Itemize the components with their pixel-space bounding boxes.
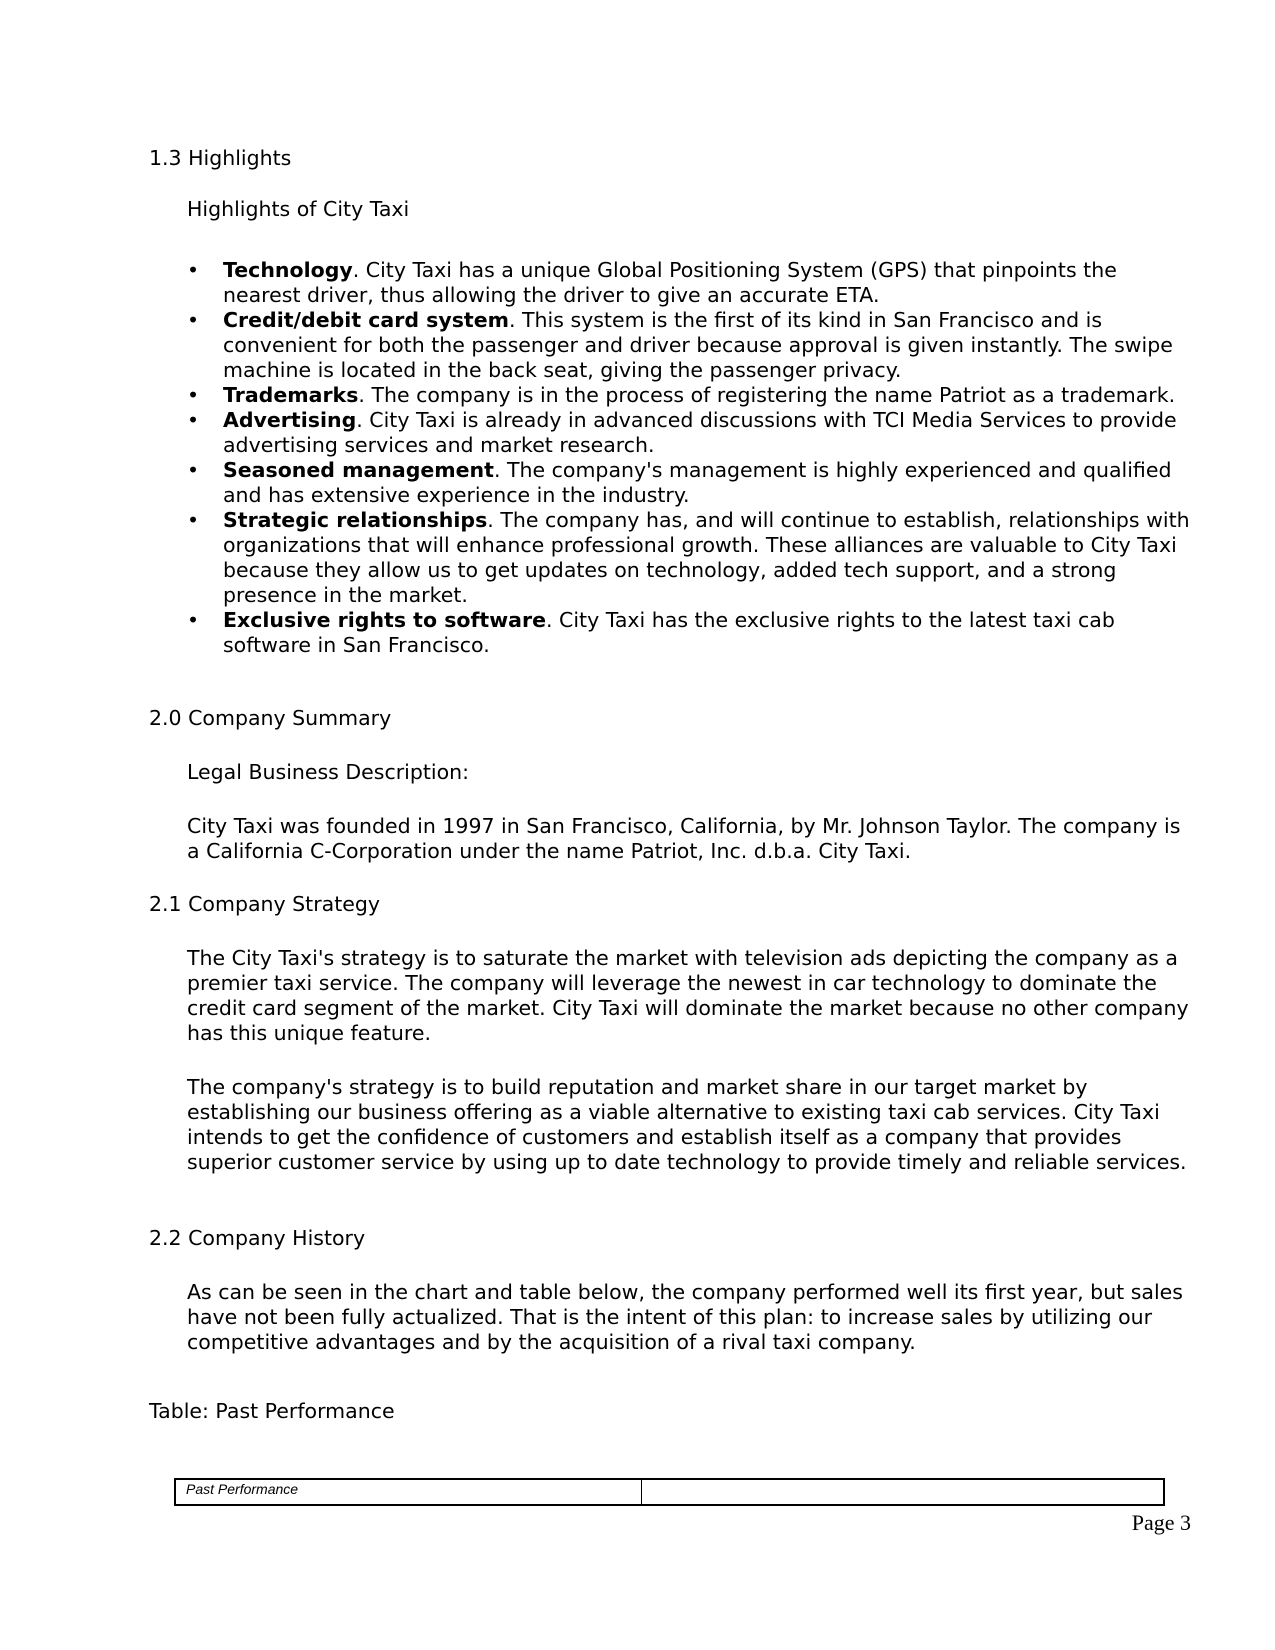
history-paragraph: As can be seen in the chart and table below, the company performed well its first year, but sales have not been fully actualized. That is the intent of this plan: to increase sales by utilizing our competitive advantages and by the acquisition of a rival taxi company. — [187, 1280, 1183, 1354]
table-header-cell-empty — [641, 1479, 1164, 1505]
table-caption: Table: Past Performance — [149, 1399, 395, 1423]
bullet-term: Technology — [223, 258, 353, 282]
strategy-paragraph: The company's strategy is to build reputation and market share in our target market by establishing our business offering as a viable alternative to existing taxi cab services. City Taxi intends to get the confidence of customers and establish itself as a company that provides superior customer service by using up to date technology to provide timely and reliable services. — [187, 1075, 1187, 1174]
list-item — [187, 383, 1197, 408]
bullet-text: . City Taxi has a unique Global Positioning System (GPS) that pinpoints the nearest driver, thus allowing the driver to give an accurate ETA. — [223, 258, 1117, 307]
table-header-cell: Past Performance — [175, 1479, 641, 1505]
bullet-text: . City Taxi has the exclusive rights to the latest taxi cab software in San Francisco. — [223, 608, 1115, 657]
table-row — [175, 1479, 1164, 1505]
bullet-text: . The company has, and will continue to establish, relationships with organizations that will enhance professional growth. These alliances are valuable to City Taxi because they allow us to get updates on technology, added tech support, and a strong presence in the market. — [223, 508, 1190, 607]
bullet-icon: • — [187, 383, 200, 407]
section-heading-company-history: 2.2 Company History — [149, 1226, 366, 1250]
list-item — [187, 458, 1197, 508]
strategy-paragraph: The City Taxi's strategy is to saturate the market with television ads depicting the company as a premier taxi service. The company will leverage the newest in car technology to dominate the credit card segment of the market. City Taxi will dominate the market because no other company has this unique feature. — [187, 946, 1189, 1045]
highlights-list — [187, 258, 1197, 658]
list-item — [187, 608, 1197, 658]
bullet-term: Exclusive rights to software — [223, 608, 546, 632]
bullet-term: Seasoned management — [223, 458, 494, 482]
bullet-text: . City Taxi is already in advanced discussions with TCI Media Services to provide advertising services and market research. — [223, 408, 1177, 457]
bullet-term: Strategic relationships — [223, 508, 488, 532]
bullet-term: Advertising — [223, 408, 357, 432]
section-heading-highlights: 1.3 Highlights — [149, 146, 292, 170]
bullet-icon: • — [187, 458, 200, 482]
section-heading-company-strategy: 2.1 Company Strategy — [149, 892, 380, 916]
list-item — [187, 508, 1197, 608]
bullet-icon: • — [187, 408, 200, 432]
bullet-icon: • — [187, 508, 200, 532]
legal-description-text: City Taxi was founded in 1997 in San Francisco, California, by Mr. Johnson Taylor. The company is a California C-Corporation under the name Patriot, Inc. d.b.a. City Taxi. — [187, 814, 1181, 863]
bullet-text: . This system is the first of its kind in San Francisco and is convenient for both the passenger and driver because approval is given instantly. The swipe machine is located in the back seat, giving the passenger privacy. — [223, 308, 1173, 382]
legal-description-label: Legal Business Description: — [187, 760, 470, 784]
bullet-icon: • — [187, 258, 200, 282]
list-item — [187, 408, 1197, 458]
bullet-icon: • — [187, 608, 200, 632]
past-performance-table — [174, 1478, 1165, 1506]
bullet-term: Trademarks — [223, 383, 359, 407]
bullet-text: . The company is in the process of registering the name Patriot as a trademark. — [358, 383, 1176, 407]
bullet-term: Credit/debit card system — [223, 308, 509, 332]
bullet-text: . The company's management is highly experienced and qualified and has extensive experience in the industry. — [223, 458, 1172, 507]
list-item — [187, 258, 1197, 308]
highlights-intro: Highlights of City Taxi — [187, 197, 410, 221]
section-heading-company-summary: 2.0 Company Summary — [149, 706, 392, 730]
page-number: Page 3 — [1131, 1510, 1191, 1535]
bullet-icon: • — [187, 308, 200, 332]
list-item — [187, 308, 1197, 383]
